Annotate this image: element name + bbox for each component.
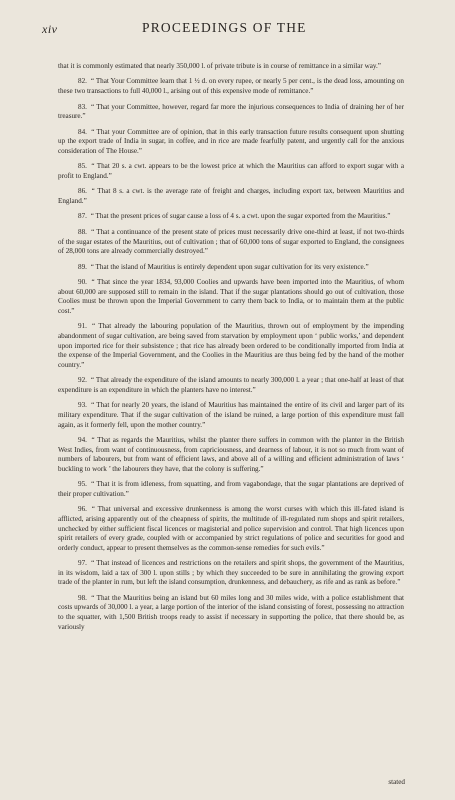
paragraph-number: 88. <box>78 227 87 236</box>
paragraph-number: 95. <box>78 480 87 489</box>
paragraph-number: 91. <box>78 322 87 331</box>
paragraph-83 <box>58 103 404 122</box>
paragraph-number: 86. <box>78 187 87 196</box>
paragraph-97 <box>58 559 404 588</box>
paragraph-number: 87. <box>78 212 87 221</box>
paragraph-text: that it is commonly estimated that nearly 350,000 l. of private tribute is in course of remittance in a similar way.” <box>58 62 381 70</box>
paragraph-number: 83. <box>78 102 87 111</box>
paragraph-95 <box>58 480 404 499</box>
paragraph-text: “ That your Committee are of opinion, that in this early transaction future results consequent upon shutting up the export trade of India in sugar, in coffee, and in rice are made fearfully patent, and urgently call for the anxious consideration of The House.” <box>58 127 404 155</box>
paragraph-number: 98. <box>78 593 87 602</box>
paragraph-number: 84. <box>78 127 87 136</box>
paragraph-text: “ That as regards the Mauritius, whilst the planter there suffers in common with the planter in the British West Indies, from want of continuousness, from capriciousness, and dearness of labour, it is not so much from want of numbers of labourers, but from want of efficient laws, and above all of a willing and efficient administration of laws ‘ buckling to work ’ the labourers they have, that the colony is suffering.” <box>58 435 404 473</box>
paragraph-number: 96. <box>78 505 87 514</box>
paragraph-number: 97. <box>78 559 87 568</box>
paragraph-number: 85. <box>78 162 87 171</box>
paragraph <box>58 62 404 72</box>
paragraph-84 <box>58 128 404 157</box>
paragraph-98 <box>58 594 404 632</box>
paragraph-text: “ That a continuance of the present state of prices must necessarily drive one-third at least, if not two-thirds of the sugar estates of the Mauritius, out of cultivation ; that of 60,000 tons of sugar exported to England, the consignees of 28,000 tons are already commercially destroyed.” <box>58 227 404 256</box>
paragraph-text: “ That for nearly 20 years, the island of Mauritius has maintained the entire of its civil and larger part of its military expenditure. That if the sugar cultivation of the island be ruined, a large portion of this expenditure must fall again, as it formerly fell, upon the mother country.” <box>58 401 404 429</box>
paragraph-number: 89. <box>78 262 87 271</box>
paragraph-92 <box>58 376 404 395</box>
paragraph-89 <box>58 263 404 273</box>
paragraph-text: “ That universal and excessive drunkenness is among the worst curses with which this ill-fated island is afflicted, arising apparently out of the cheapness of spirits, the multitude of ill-regulated rum shops and spirit retailers, unchecked by either sufficient fiscal licences or magisterial and police supervision and control. That high licences upon spirit retailers of every grade, coupled with or accompanied by strict regulations of police and securities for good and orderly conduct, appear to present themselves as the common-sense remedies for such evils.” <box>58 505 404 552</box>
running-head: PROCEEDINGS OF THE <box>142 20 307 35</box>
paragraph-text: “ That it is from idleness, from squatting, and from vagabondage, that the sugar plantations are deprived of their proper cultivation.” <box>58 480 404 498</box>
paragraph-text: “ That since the year 1834, 93,000 Coolies and upwards have been imported into the Mauritius, of whom about 60,000 are supposed still to remain in the island. That if the sugar plantations should go out of cultivation, those Coolies must be thrown upon the Imperial Government to carry them back to India, or to maintain them at the public cost.” <box>58 278 404 315</box>
paragraph-text: “ That already the labouring population of the Mauritius, thrown out of employment by the impending abandonment of sugar cultivation, are being saved from starvation by employment upon ‘ public works,’ and dependent upon imported rice for their subsistence ; that rice has already been ordered to be conditionally imported from India at the expense of the Imperial Government, and the Coolies in the Mauritius are thus being fed by the hand of the mother country.” <box>58 322 404 369</box>
paragraph-90 <box>58 278 404 316</box>
paragraph-text: “ That your Committee, however, regard far more the injurious consequences to India of draining her of her treasure.” <box>58 102 404 121</box>
paragraph-number: 82. <box>78 77 87 86</box>
paragraph-text: “ That the island of Mauritius is entirely dependent upon sugar cultivation for its very existence.” <box>90 262 369 271</box>
paragraph-number: 90. <box>78 278 87 287</box>
paragraph-94 <box>58 436 404 474</box>
paragraph-text: “ That the present prices of sugar cause a loss of 4 s. a cwt. upon the sugar exported from the Mauritius.” <box>90 212 391 221</box>
catchword: stated <box>388 778 405 786</box>
page-number: xiv <box>42 22 58 36</box>
paragraph-88 <box>58 228 404 257</box>
paragraph-86 <box>58 187 404 206</box>
paragraph-text: “ That Your Committee learn that 1 ½ d. on every rupee, or nearly 5 per cent., is the dead loss, amounting on these two transactions to full 40,000 l., arising out of this expensive mode of remittance.” <box>58 77 404 96</box>
paragraph-82 <box>58 77 404 96</box>
paragraph-87 <box>58 212 404 222</box>
paragraph-text: “ That 8 s. a cwt. is the average rate of freight and charges, including export tax, between Mauritius and England.” <box>58 187 404 205</box>
document-body <box>58 62 404 638</box>
paragraph-text: “ That 20 s. a cwt. appears to be the lowest price at which the Mauritius can afford to export sugar with a profit to England.” <box>58 162 404 180</box>
paragraph-text: “ That the Mauritius being an island but 60 miles long and 30 miles wide, with a police establishment that costs upwards of 30,000 l. a year, a large portion of the interior of the island consisting of forest, possessing no attraction to the squatter, with 1,500 British troops ready to assist if necessary in supporting the police, that there should be, as variously <box>58 593 404 631</box>
paragraph-93 <box>58 401 404 430</box>
paragraph-text: “ That already the expenditure of the island amounts to nearly 300,000 l. a year ; that one-half at least of that expenditure is an expenditure in which the planters have no interest.” <box>58 376 404 394</box>
paragraph-number: 94. <box>78 435 87 444</box>
paragraph-85 <box>58 162 404 181</box>
paragraph-text: “ That instead of licences and restrictions on the retailers and spirit shops, the government of the Mauritius, in its wisdom, laid a tax of 300 l. upon stills ; by which they succeeded to be sure in annihilating the growing export trade of the planter in rum, but left the island consumption, drunkenness, and debauchery, as rife and as rank as before.” <box>58 559 404 587</box>
paragraph-number: 92. <box>78 376 87 385</box>
paragraph-96 <box>58 505 404 553</box>
page-header <box>42 20 415 40</box>
paragraph-number: 93. <box>78 401 87 410</box>
paragraph-91 <box>58 322 404 370</box>
